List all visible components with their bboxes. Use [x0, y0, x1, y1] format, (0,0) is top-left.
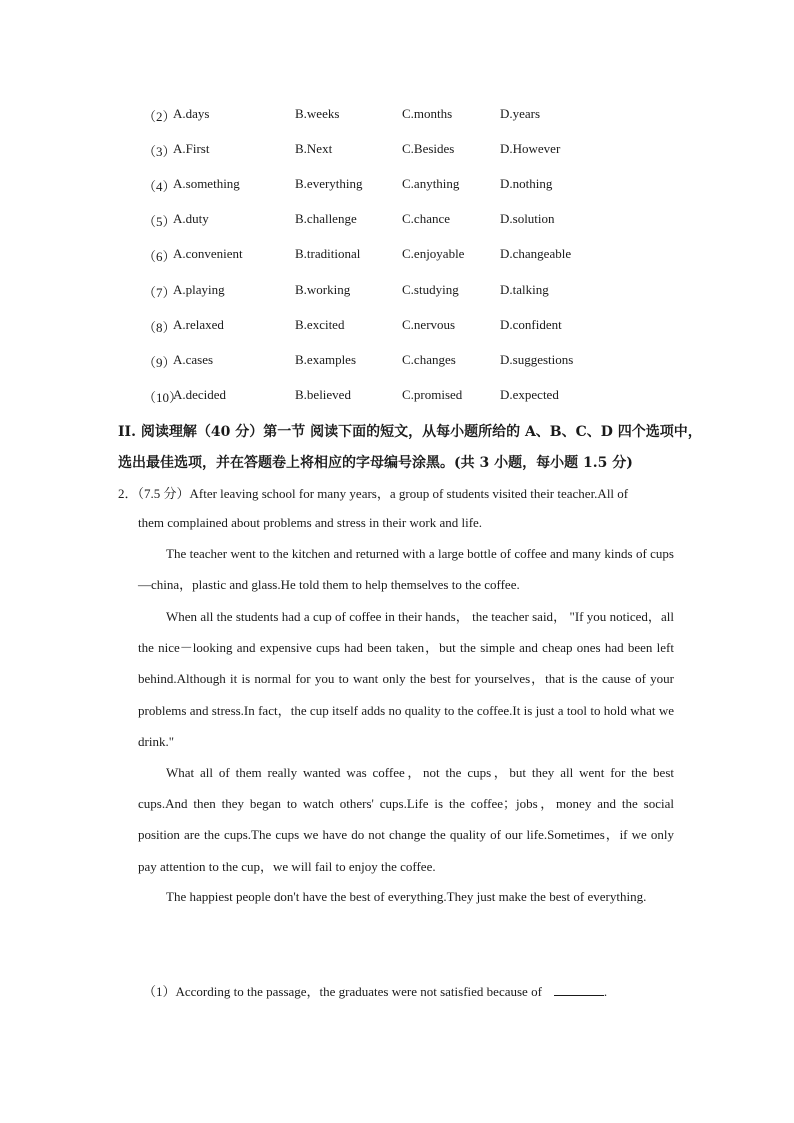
- option-d: D.solution: [500, 211, 555, 226]
- passage-paragraph-5: [138, 881, 674, 912]
- option-d: D.confident: [500, 317, 562, 332]
- option-a: A.duty: [173, 211, 209, 226]
- option-number: （9）: [143, 355, 176, 370]
- sub-question-text: （1）According to the passage，the graduates were not satisfied because of: [143, 984, 542, 999]
- option-c: C.promised: [402, 387, 463, 402]
- option-b: B.weeks: [295, 106, 340, 121]
- question-header: 2．（7.5 分）After leaving school for many years，a group of students visited their teacher.All of: [118, 486, 629, 501]
- option-number: （10）: [143, 390, 183, 405]
- paragraph-text: The teacher went to the kitchen and returned with a large bottle of coffee and many kinds of cups—china，plastic and glass.He told them to help themselves to the coffee.: [138, 546, 674, 593]
- option-a: A.First: [173, 141, 210, 156]
- option-c: C.changes: [402, 352, 456, 367]
- option-b: B.everything: [295, 176, 363, 191]
- paragraph-text: When all the students had a cup of coffee in their hands， the teacher said， "If you noticed，all the nice－looking and expensive cups had been taken，but the simple and cheap ones had been left behind.Although it is normal for you to want only the best for yourselves，that is the cause of your problems and stress.In fact，the cup itself adds no quality to the coffee.It is just a tool to hold what we drink.": [138, 609, 674, 749]
- passage-paragraph-1-continuation: [138, 507, 674, 538]
- paragraph-text: The happiest people don't have the best of everything.They just make the best of everything.: [166, 889, 647, 904]
- option-a: A.something: [173, 176, 240, 191]
- option-number: （8）: [143, 320, 176, 335]
- option-c: C.Besides: [402, 141, 455, 156]
- option-d: D.talking: [500, 282, 549, 297]
- option-a: A.decided: [173, 387, 227, 402]
- paragraph-text: What all of them really wanted was coffee，not the cups，but they all went for the best cups.And then they began to watch others' cups.Life is the coffee；jobs，money and the social position are the cups.The cups we have do not change the quality of our life.Sometimes，if we only pay attention to the cup，we will fail to enjoy the coffee.: [138, 765, 674, 874]
- option-number: （4）: [143, 179, 176, 194]
- paragraph-text: them complained about problems and stress in their work and life.: [138, 515, 483, 530]
- option-b: B.working: [295, 282, 351, 297]
- section-heading-line-1: II. 阅读理解（40 分）第一节 阅读下面的短文，从每小题所给的 A、B、C、D 四个选项中，: [118, 424, 702, 440]
- option-c: C.nervous: [402, 317, 456, 332]
- section-heading-line-2: 选出最佳选项，并在答题卷上将相应的字母编号涂黑。(共 3 小题，每小题 1.5 分): [118, 455, 633, 471]
- option-c: C.anything: [402, 176, 460, 191]
- sub-question-1: [143, 981, 607, 1000]
- passage-paragraph-3: [138, 601, 674, 757]
- passage-paragraph-2: [138, 538, 674, 600]
- option-b: B.believed: [295, 387, 351, 402]
- passage-paragraph-4: [138, 757, 674, 882]
- sub-question-end: .: [603, 984, 608, 999]
- option-c: C.months: [402, 106, 453, 121]
- option-number: （5）: [143, 214, 176, 229]
- option-d: D.nothing: [500, 176, 553, 191]
- option-b: B.excited: [295, 317, 345, 332]
- option-a: A.playing: [173, 282, 225, 297]
- option-number: （3）: [143, 144, 176, 159]
- option-a: A.days: [173, 106, 210, 121]
- option-c: C.studying: [402, 282, 459, 297]
- option-d: D.changeable: [500, 246, 572, 261]
- option-a: A.convenient: [173, 246, 243, 261]
- option-c: C.chance: [402, 211, 451, 226]
- option-b: B.challenge: [295, 211, 357, 226]
- option-b: B.traditional: [295, 246, 361, 261]
- option-a: A.relaxed: [173, 317, 224, 332]
- option-b: B.examples: [295, 352, 357, 367]
- option-d: D.years: [500, 106, 541, 121]
- option-number: （2）: [143, 109, 176, 124]
- option-d: D.suggestions: [500, 352, 574, 367]
- option-number: （6）: [143, 249, 176, 264]
- option-a: A.cases: [173, 352, 214, 367]
- option-c: C.enjoyable: [402, 246, 465, 261]
- answer-blank[interactable]: [554, 983, 604, 996]
- option-b: B.Next: [295, 141, 333, 156]
- option-d: D.However: [500, 141, 561, 156]
- option-number: （7）: [143, 285, 176, 300]
- option-d: D.expected: [500, 387, 559, 402]
